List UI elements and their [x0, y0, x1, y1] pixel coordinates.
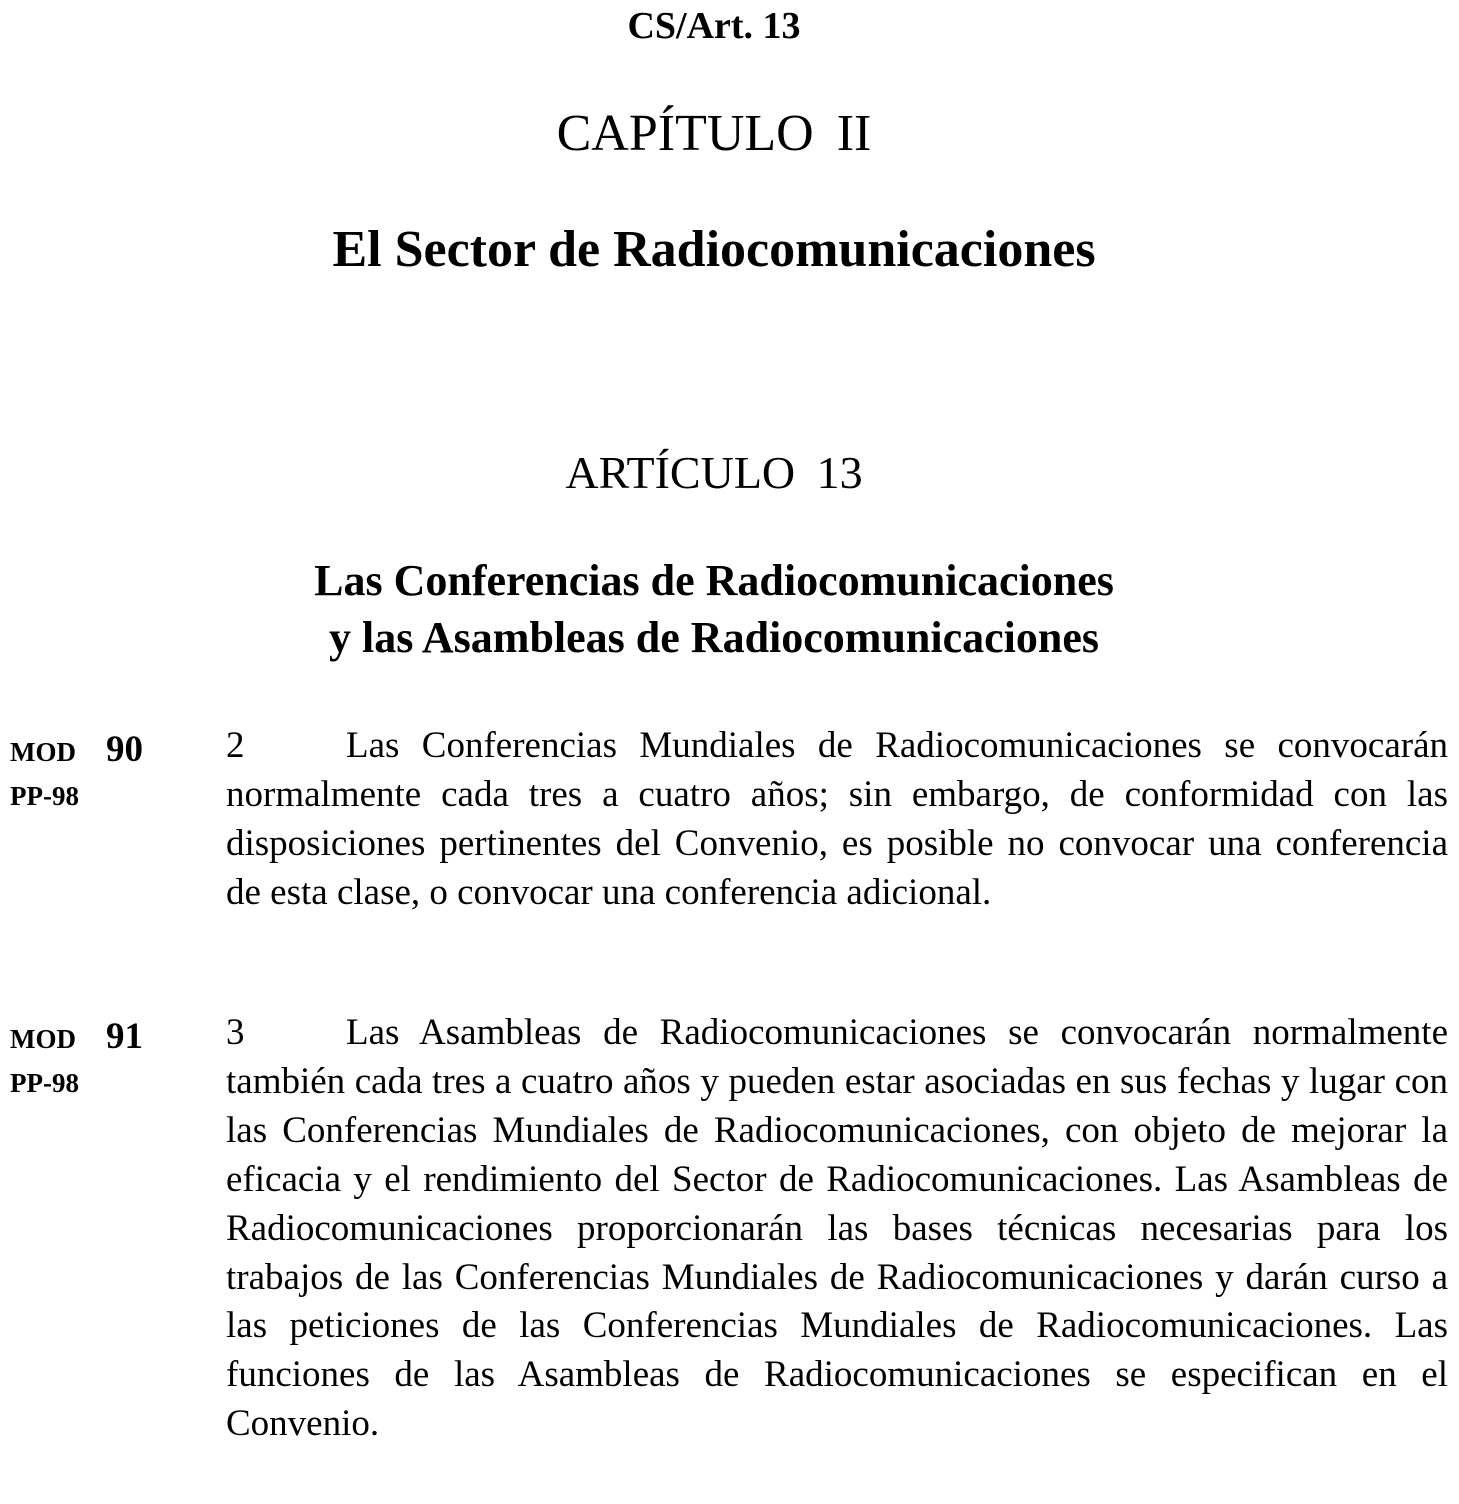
- paragraph-number: 3: [226, 1012, 245, 1053]
- provision-text: [226, 722, 1448, 918]
- chapter-title: El Sector de Radiocomunicaciones: [332, 221, 1096, 278]
- provision-number: 91: [106, 1016, 143, 1057]
- provision-ref: PP-98: [10, 781, 79, 811]
- provision-text: [226, 1009, 1448, 1449]
- provision-action: MOD: [10, 737, 76, 767]
- article-title-line-2: y las Asambleas de Radiocomunicaciones: [328, 613, 1100, 662]
- article-title: [0, 552, 1428, 666]
- provision-action: MOD: [10, 1024, 76, 1054]
- article-label: ARTÍCULO 13: [565, 447, 863, 498]
- margin-note: [10, 1015, 143, 1105]
- margin-note: [10, 728, 143, 818]
- article-title-line-1: Las Conferencias de Radiocomunicaciones: [314, 556, 1114, 605]
- provision-number: 90: [106, 729, 143, 770]
- paragraph-body: Las Asambleas de Radiocomunicaciones se convocarán normalmente también cada tres a cuatro años y pueden estar asociadas en sus fechas y lugar con las Conferencias Mundiales de Radiocomunicaciones, con objeto de mejorar la eficacia y el rendimiento del Sector de Radiocomunicaciones. Las Asambleas de Radiocomunicaciones proporcionarán las bases técnicas necesarias para los trabajos de las Conferencias Mundiales de Radiocomunicaciones y darán curso a las peticiones de las Conferencias Mundiales de Radiocomunicaciones. Las funciones de las Asambleas de Radiocomunicaciones se especifican en el Convenio.: [226, 1012, 1448, 1445]
- paragraph-number: 2: [226, 725, 245, 766]
- paragraph-body: Las Conferencias Mundiales de Radiocomunicaciones se convocarán normalmente cada tres a cuatro años; sin embargo, de conformidad con las disposiciones pertinentes del Convenio, es posible no convocar una conferencia de esta clase, o convocar una conferencia adicional.: [226, 725, 1448, 913]
- provision-ref: PP-98: [10, 1068, 79, 1098]
- chapter-label: CAPÍTULO II: [556, 105, 872, 162]
- running-header: CS/Art. 13: [627, 5, 801, 47]
